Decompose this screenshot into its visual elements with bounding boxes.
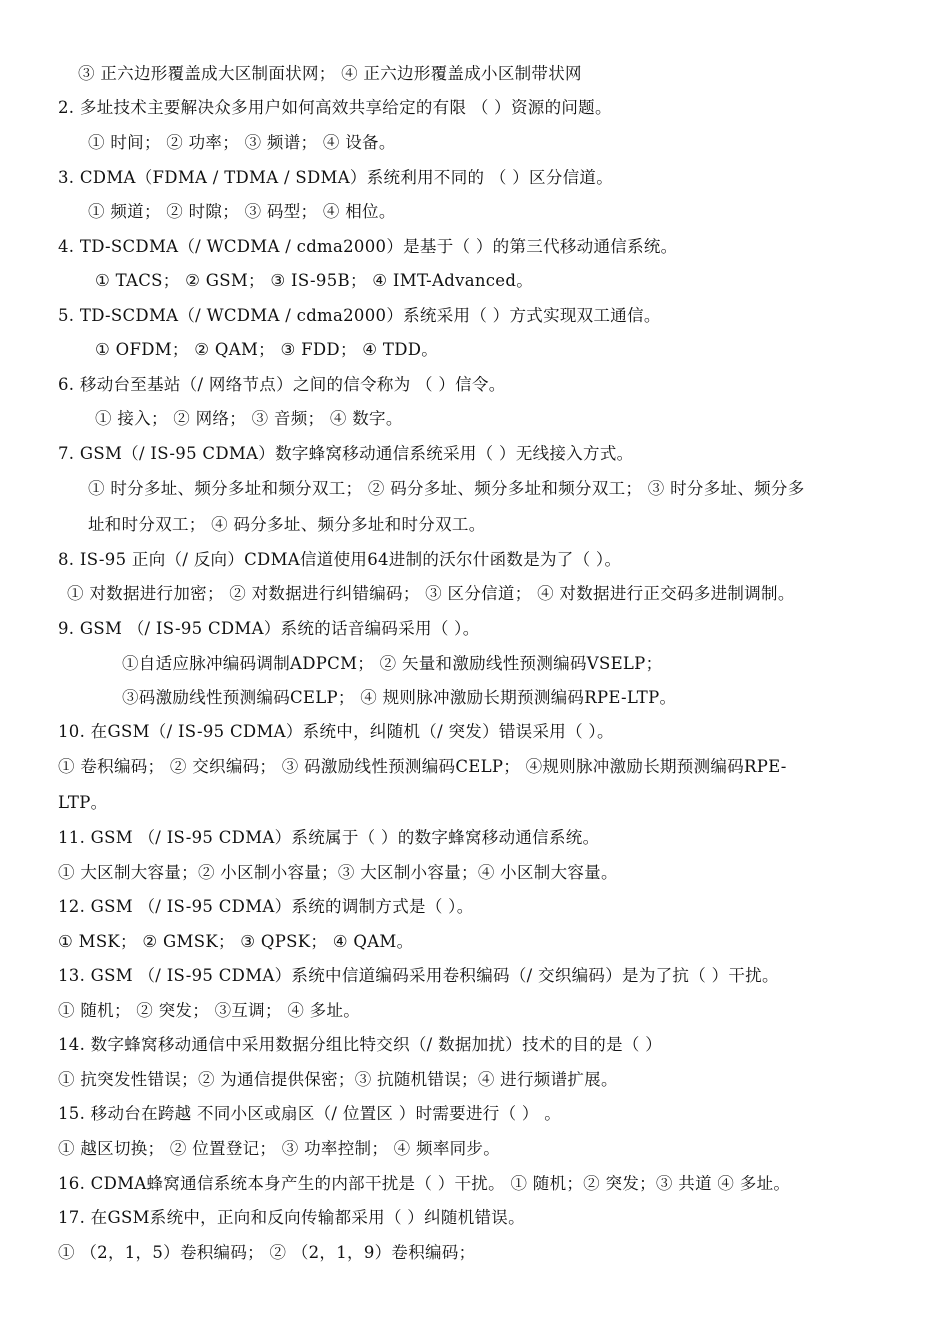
text-line: 8. IS-95 正向（/ 反向）CDMA信道使用64进制的沃尔什函数是为了（ ）。 xyxy=(58,550,622,569)
text-line: 4. TD-SCDMA（/ WCDMA / cdma2000）是基于（ ）的第三代移动通信系统。 xyxy=(58,237,678,256)
text-line: LTP。 xyxy=(58,793,108,812)
text-line: 9. GSM （/ IS-95 CDMA）系统的话音编码采用（ ）。 xyxy=(58,619,480,638)
text-line: ① 越区切换； ② 位置登记； ③ 功率控制； ④ 频率同步。 xyxy=(58,1139,501,1158)
text-line: ① OFDM； ② QAM； ③ FDD； ④ TDD。 xyxy=(95,340,439,359)
text-line: 址和时分双工； ④ 码分多址、频分多址和时分双工。 xyxy=(88,515,486,534)
text-line: 5. TD-SCDMA（/ WCDMA / cdma2000）系统采用（ ）方式实现双工通信。 xyxy=(58,306,661,325)
text-line: ① MSK； ② GMSK； ③ QPSK； ④ QAM。 xyxy=(58,932,414,951)
text-line: 17. 在GSM系统中，正向和反向传输都采用（ ）纠随机错误。 xyxy=(58,1208,525,1227)
text-line: ① 时间； ② 功率； ③ 频谱； ④ 设备。 xyxy=(88,133,396,152)
text-line: ③码激励线性预测编码CELP； ④ 规则脉冲激励长期预测编码RPE-LTP。 xyxy=(122,688,677,707)
text-line: 14. 数字蜂窝移动通信中采用数据分组比特交织（/ 数据加扰）技术的目的是（ ） xyxy=(58,1035,663,1054)
text-line: ① （2，1，5）卷积编码； ② （2，1，9）卷积编码； xyxy=(58,1243,476,1262)
text-line: 3. CDMA（FDMA / TDMA / SDMA）系统利用不同的 （ ）区分信道。 xyxy=(58,168,614,187)
text-line: 10. 在GSM（/ IS-95 CDMA）系统中，纠随机（/ 突发）错误采用（ ）。 xyxy=(58,722,614,741)
text-line: 12. GSM （/ IS-95 CDMA）系统的调制方式是（ ）。 xyxy=(58,897,474,916)
text-line: ① 对数据进行加密； ② 对数据进行纠错编码； ③ 区分信道； ④ 对数据进行正交码多进制调制。 xyxy=(67,584,795,603)
text-line: 15. 移动台在跨越 不同小区或扇区（/ 位置区 ）时需要进行（ ） 。 xyxy=(58,1104,562,1123)
text-line: ①自适应脉冲编码调制ADPCM； ② 矢量和激励线性预测编码VSELP； xyxy=(122,654,663,673)
text-line: ③ 正六边形覆盖成大区制面状网； ④ 正六边形覆盖成小区制带状网 xyxy=(78,64,582,83)
text-line: 13. GSM （/ IS-95 CDMA）系统中信道编码采用卷积编码（/ 交织编码）是为了抗（ ）干扰。 xyxy=(58,966,779,985)
text-line: ① 抗突发性错误；② 为通信提供保密；③ 抗随机错误；④ 进行频谱扩展。 xyxy=(58,1070,618,1089)
text-line: 11. GSM （/ IS-95 CDMA）系统属于（ ）的数字蜂窝移动通信系统。 xyxy=(58,828,600,847)
text-line: ① 频道； ② 时隙； ③ 码型； ④ 相位。 xyxy=(88,202,396,221)
text-line: 7. GSM（/ IS-95 CDMA）数字蜂窝移动通信系统采用（ ）无线接入方式。 xyxy=(58,444,634,463)
text-line: ① TACS； ② GSM； ③ IS-95B； ④ IMT-Advanced。 xyxy=(95,271,534,290)
text-line: ① 大区制大容量；② 小区制小容量；③ 大区制小容量；④ 小区制大容量。 xyxy=(58,863,618,882)
text-line: 16. CDMA蜂窝通信系统本身产生的内部干扰是（ ）干扰。 ① 随机；② 突发；③ 共道 ④ 多址。 xyxy=(58,1174,791,1193)
text-line: ① 卷积编码； ② 交织编码； ③ 码激励线性预测编码CELP； ④规则脉冲激励长期预测编码RPE- xyxy=(58,757,787,776)
text-line: ① 随机； ② 突发； ③互调； ④ 多址。 xyxy=(58,1001,361,1020)
text-line: 2. 多址技术主要解决众多用户如何高效共享给定的有限 （ ）资源的问题。 xyxy=(58,98,612,117)
text-line: ① 时分多址、频分多址和频分双工； ② 码分多址、频分多址和频分双工； ③ 时分多址、频分多 xyxy=(88,479,805,498)
text-line: ① 接入； ② 网络； ③ 音频； ④ 数字。 xyxy=(95,409,403,428)
text-line: 6. 移动台至基站（/ 网络节点）之间的信令称为 （ ）信令。 xyxy=(58,375,506,394)
